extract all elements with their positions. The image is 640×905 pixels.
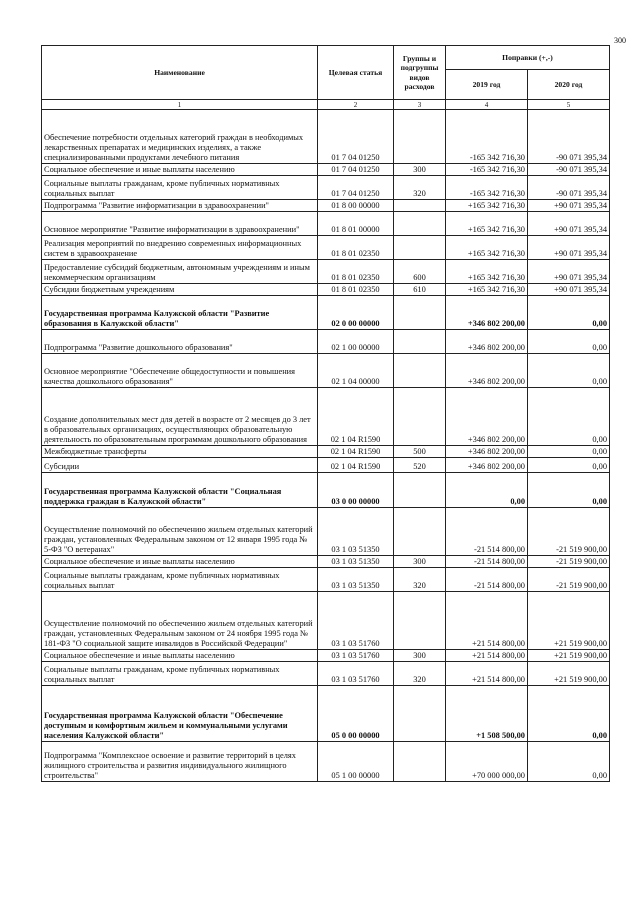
table-row: [42, 473, 610, 508]
row-amount-2020: +21 519 900,00: [528, 662, 610, 686]
row-target-code: 03 1 03 51350: [318, 508, 394, 556]
row-expense-group: [394, 200, 446, 212]
row-expense-group: [394, 742, 446, 782]
row-amount-2019: +70 000 000,00: [446, 742, 528, 782]
row-amount-2019: +165 342 716,30: [446, 260, 528, 284]
row-amount-2019: +346 802 200,00: [446, 388, 528, 446]
row-target-code: 01 7 04 01250: [318, 176, 394, 200]
table-row: [42, 176, 610, 200]
row-amount-2019: -21 514 800,00: [446, 556, 528, 568]
row-name: Социальное обеспечение и иные выплаты населению: [42, 556, 318, 568]
col-number: 3: [394, 100, 446, 110]
row-target-code: 03 1 03 51760: [318, 650, 394, 662]
table-row: [42, 260, 610, 284]
row-name: Государственная программа Калужской области "Социальная поддержка граждан в Калужской области": [42, 473, 318, 508]
row-name: Межбюджетные трансферты: [42, 446, 318, 458]
header-name: Наименование: [42, 46, 318, 100]
row-amount-2020: 0,00: [528, 742, 610, 782]
row-amount-2019: 0,00: [446, 473, 528, 508]
page-number: 300: [614, 36, 626, 45]
row-expense-group: 520: [394, 458, 446, 473]
row-amount-2019: +21 514 800,00: [446, 592, 528, 650]
row-target-code: 01 8 01 02350: [318, 284, 394, 296]
col-number: 5: [528, 100, 610, 110]
col-number: 1: [42, 100, 318, 110]
row-target-code: 02 1 04 R1590: [318, 388, 394, 446]
row-target-code: 03 1 03 51760: [318, 592, 394, 650]
row-amount-2019: +21 514 800,00: [446, 650, 528, 662]
row-target-code: 01 7 04 01250: [318, 110, 394, 164]
row-expense-group: [394, 686, 446, 742]
row-expense-group: [394, 508, 446, 556]
table-row: [42, 662, 610, 686]
row-target-code: 02 1 04 R1590: [318, 458, 394, 473]
row-amount-2020: 0,00: [528, 296, 610, 330]
col-number: 2: [318, 100, 394, 110]
row-expense-group: [394, 296, 446, 330]
budget-amendments-table: [41, 45, 610, 782]
row-name: Подпрограмма "Развитие дошкольного образования": [42, 330, 318, 354]
row-name: Осуществление полномочий по обеспечению жильем отдельных категорий граждан, установленных Федеральным законом от 24 ноября 1995 года № 181-ФЗ "О социальной защите инвалидов в Российской Федерации": [42, 592, 318, 650]
row-name: Реализация мероприятий по внедрению современных информационных систем в здравоохранение: [42, 236, 318, 260]
table-row: [42, 458, 610, 473]
table-row: [42, 742, 610, 782]
row-target-code: 02 1 04 R1590: [318, 446, 394, 458]
table-row: [42, 110, 610, 164]
table-row: [42, 200, 610, 212]
table-row: [42, 568, 610, 592]
row-name: Государственная программа Калужской области "Обеспечение доступным и комфортным жильем и коммунальными услугами населения Калужской области": [42, 686, 318, 742]
row-amount-2019: +165 342 716,30: [446, 212, 528, 236]
row-amount-2020: 0,00: [528, 686, 610, 742]
row-expense-group: 300: [394, 556, 446, 568]
row-expense-group: [394, 236, 446, 260]
row-amount-2020: +90 071 395,34: [528, 284, 610, 296]
row-target-code: 01 8 00 00000: [318, 200, 394, 212]
row-expense-group: [394, 354, 446, 388]
row-amount-2020: -21 519 900,00: [528, 568, 610, 592]
row-amount-2019: +165 342 716,30: [446, 236, 528, 260]
row-amount-2019: +21 514 800,00: [446, 662, 528, 686]
row-target-code: 03 0 00 00000: [318, 473, 394, 508]
row-name: Субсидии бюджетным учреждениям: [42, 284, 318, 296]
table-row: [42, 650, 610, 662]
row-amount-2020: +90 071 395,34: [528, 260, 610, 284]
row-expense-group: [394, 592, 446, 650]
row-amount-2020: 0,00: [528, 388, 610, 446]
table-row: [42, 556, 610, 568]
row-expense-group: 500: [394, 446, 446, 458]
row-target-code: 03 1 03 51350: [318, 556, 394, 568]
row-target-code: 02 1 04 00000: [318, 354, 394, 388]
row-target-code: 03 1 03 51760: [318, 662, 394, 686]
table-row: [42, 164, 610, 176]
row-expense-group: 610: [394, 284, 446, 296]
row-amount-2019: -21 514 800,00: [446, 508, 528, 556]
table-row: [42, 446, 610, 458]
header-target: Целевая статья: [318, 46, 394, 100]
row-amount-2019: +346 802 200,00: [446, 330, 528, 354]
row-amount-2019: -165 342 716,30: [446, 110, 528, 164]
row-name: Социальное обеспечение и иные выплаты населению: [42, 164, 318, 176]
row-name: Социальные выплаты гражданам, кроме публичных нормативных социальных выплат: [42, 176, 318, 200]
table-row: [42, 354, 610, 388]
row-target-code: 01 8 01 00000: [318, 212, 394, 236]
row-target-code: 03 1 03 51350: [318, 568, 394, 592]
row-amount-2020: -21 519 900,00: [528, 556, 610, 568]
row-amount-2019: -165 342 716,30: [446, 176, 528, 200]
row-amount-2020: 0,00: [528, 446, 610, 458]
row-target-code: 02 1 00 00000: [318, 330, 394, 354]
row-amount-2020: -90 071 395,34: [528, 164, 610, 176]
row-expense-group: 300: [394, 164, 446, 176]
row-name: Подпрограмма "Развитие информатизации в здравоохранении": [42, 200, 318, 212]
row-amount-2019: +346 802 200,00: [446, 446, 528, 458]
table-row: [42, 508, 610, 556]
table-row: [42, 686, 610, 742]
row-amount-2019: +346 802 200,00: [446, 458, 528, 473]
row-target-code: 01 8 01 02350: [318, 236, 394, 260]
row-amount-2020: 0,00: [528, 473, 610, 508]
row-amount-2020: 0,00: [528, 330, 610, 354]
row-expense-group: 300: [394, 650, 446, 662]
row-expense-group: 320: [394, 662, 446, 686]
row-amount-2020: +21 519 900,00: [528, 650, 610, 662]
row-amount-2019: +346 802 200,00: [446, 354, 528, 388]
table-row: [42, 592, 610, 650]
row-expense-group: 600: [394, 260, 446, 284]
row-name: Основное мероприятие "Обеспечение общедоступности и повышения качества дошкольного образования": [42, 354, 318, 388]
row-amount-2019: -165 342 716,30: [446, 164, 528, 176]
row-name: Социальное обеспечение и иные выплаты населению: [42, 650, 318, 662]
row-target-code: 01 8 01 02350: [318, 260, 394, 284]
row-amount-2019: +165 342 716,30: [446, 284, 528, 296]
row-amount-2020: +90 071 395,34: [528, 236, 610, 260]
row-amount-2020: -90 071 395,34: [528, 110, 610, 164]
table-row: [42, 236, 610, 260]
row-target-code: 02 0 00 00000: [318, 296, 394, 330]
row-expense-group: [394, 212, 446, 236]
row-name: Государственная программа Калужской области "Развитие образования в Калужской области": [42, 296, 318, 330]
table-row: [42, 330, 610, 354]
row-name: Субсидии: [42, 458, 318, 473]
row-name: Подпрограмма "Комплексное освоение и развитие территорий в целях жилищного строительства и развития индивидуального жилищного строительства": [42, 742, 318, 782]
row-name: Предоставление субсидий бюджетным, автономным учреждениям и иным некоммерческим организациям: [42, 260, 318, 284]
row-amount-2020: 0,00: [528, 458, 610, 473]
header-groups: Группы и подгруппы видов расходов: [394, 46, 446, 100]
row-name: Основное мероприятие "Развитие информатизации в здравоохранении": [42, 212, 318, 236]
table-row: [42, 388, 610, 446]
row-amount-2020: 0,00: [528, 354, 610, 388]
row-name: Обеспечение потребности отдельных категорий граждан в необходимых лекарственных препаратах и медицинских изделиях, а также специализированными продуктами лечебного питания: [42, 110, 318, 164]
row-target-code: 05 1 00 00000: [318, 742, 394, 782]
table-row: [42, 296, 610, 330]
row-amount-2019: +1 508 500,00: [446, 686, 528, 742]
row-expense-group: [394, 110, 446, 164]
row-target-code: 01 7 04 01250: [318, 164, 394, 176]
row-amount-2020: -21 519 900,00: [528, 508, 610, 556]
row-amount-2019: +346 802 200,00: [446, 296, 528, 330]
row-expense-group: [394, 330, 446, 354]
row-target-code: 05 0 00 00000: [318, 686, 394, 742]
row-name: Создание дополнительных мест для детей в возрасте от 2 месяцев до 3 лет в образовательных организациях, осуществляющих образовательную деятельность по образовательным программам дошкольного образования: [42, 388, 318, 446]
header-year-2020: 2020 год: [528, 70, 610, 100]
row-expense-group: [394, 388, 446, 446]
row-amount-2019: +165 342 716,30: [446, 200, 528, 212]
table-row: [42, 212, 610, 236]
row-expense-group: 320: [394, 176, 446, 200]
row-amount-2019: -21 514 800,00: [446, 568, 528, 592]
row-amount-2020: +90 071 395,34: [528, 200, 610, 212]
table-row: [42, 284, 610, 296]
row-amount-2020: +21 519 900,00: [528, 592, 610, 650]
row-name: Социальные выплаты гражданам, кроме публичных нормативных социальных выплат: [42, 662, 318, 686]
row-amount-2020: -90 071 395,34: [528, 176, 610, 200]
row-expense-group: 320: [394, 568, 446, 592]
header-amendments: Поправки (+,-): [446, 46, 610, 70]
row-name: Социальные выплаты гражданам, кроме публичных нормативных социальных выплат: [42, 568, 318, 592]
row-name: Осуществление полномочий по обеспечению жильем отдельных категорий граждан, установленных Федеральным законом от 12 января 1995 года № 5-ФЗ "О ветеранах": [42, 508, 318, 556]
col-number: 4: [446, 100, 528, 110]
row-amount-2020: +90 071 395,34: [528, 212, 610, 236]
row-expense-group: [394, 473, 446, 508]
header-year-2019: 2019 год: [446, 70, 528, 100]
